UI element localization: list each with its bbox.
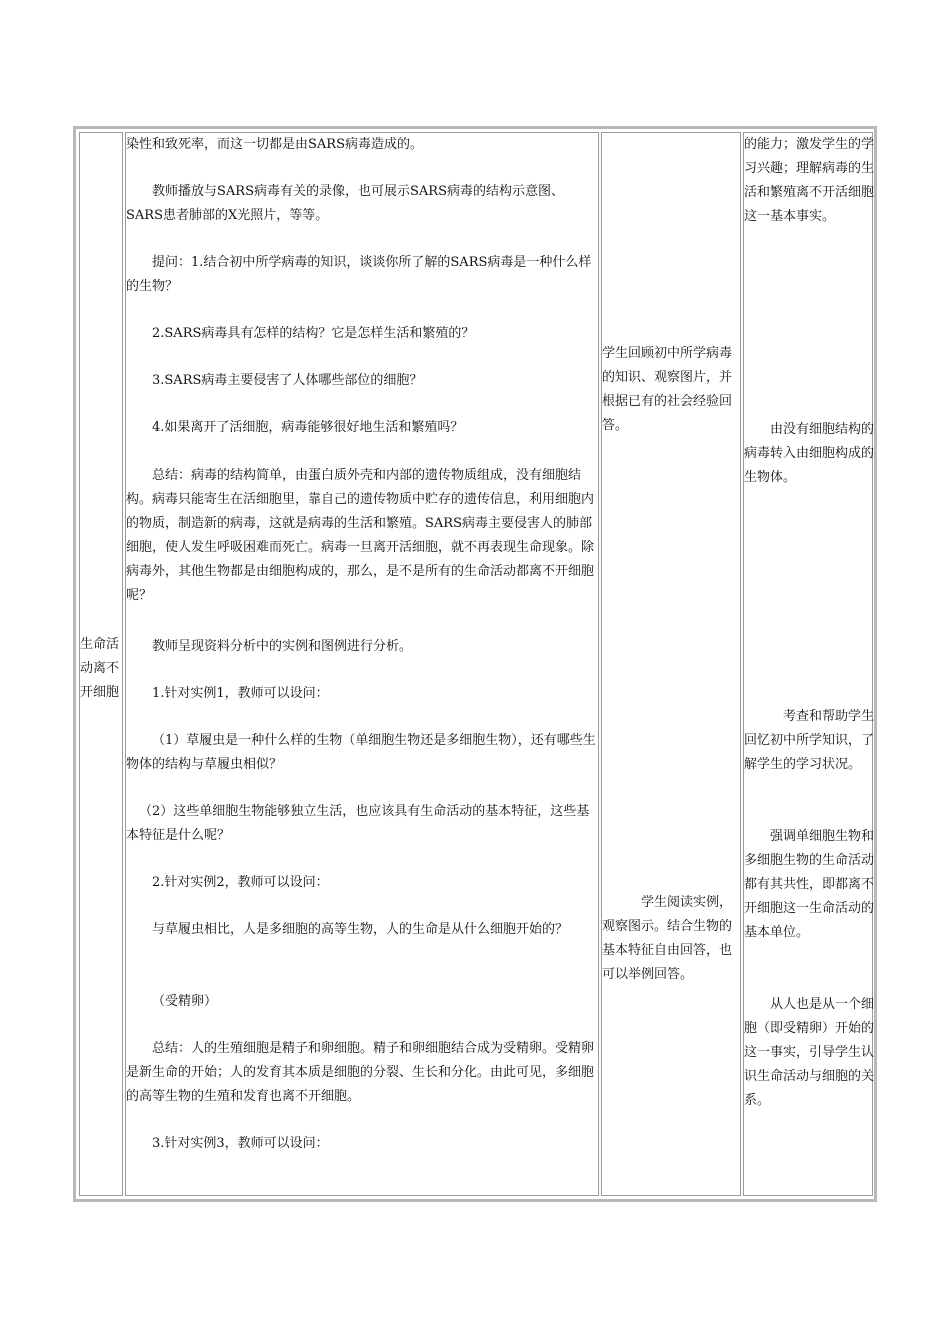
teacher-paragraph: 4.如果离开了活细胞，病毒能够很好地生活和繁殖吗？ (152, 420, 464, 435)
teacher-activity-column (125, 132, 599, 1196)
teacher-paragraph: （2）这些单细胞生物能够独立生活，也应该具有生命活动的基本特征，这些基本特征是什么呢？ (126, 804, 590, 843)
teacher-paragraph: 染性和致死率，而这一切都是由SARS病毒造成的。 (126, 137, 423, 152)
teacher-paragraph: 提问：1.结合初中所学病毒的知识，谈谈你所了解的SARS病毒是一种什么样的生物？ (126, 255, 592, 294)
teacher-paragraph: 总结：病毒的结构简单，由蛋白质外壳和内部的遗传物质组成，没有细胞结构。病毒只能寄生在活细胞里，靠自己的遗传物质中贮存的遗传信息，利用细胞内的物质，制造新的病毒，这就是病毒的生活和繁殖。SARS病毒主要侵害人的肺部细胞，使人发生呼吸困难而死亡。病毒一旦离开活细胞，就不再表现生命现象。除病毒外，其他生物都是由细胞构成的，那么，是不是所有的生命活动都离不开细胞呢？ (126, 468, 595, 603)
intent-paragraph: 的能力；激发学生的学习兴趣；理解病毒的生活和繁殖离不开活细胞这一基本事实。 (744, 137, 875, 224)
teacher-paragraph: 教师播放与SARS病毒有关的录像，也可展示SARS病毒的结构示意图、SARS患者肺部的X光照片，等等。 (126, 184, 564, 223)
teacher-paragraph: 教师呈现资料分析中的实例和图例进行分析。 (152, 639, 413, 654)
teacher-paragraph: 2.针对实例2，教师可以设问： (152, 875, 329, 890)
teacher-paragraph: （受精卵） (152, 994, 218, 1009)
teacher-paragraph: 与草履虫相比，人是多细胞的高等生物，人的生命是从什么细胞开始的？ (152, 922, 569, 937)
topic-cell-text: 生命活动离不开细胞 (80, 637, 120, 700)
teacher-paragraph: 1.针对实例1，教师可以设问： (152, 686, 329, 701)
teacher-paragraph: （1）草履虫是一种什么样的生物（单细胞生物还是多细胞生物），还有哪些生物体的结构与草履虫相似？ (126, 733, 596, 772)
teacher-paragraph: 3.针对实例3，教师可以设问： (152, 1136, 329, 1151)
lesson-table (73, 126, 877, 1202)
intent-paragraph: 强调单细胞生物和多细胞生物的生命活动都有其共性，即都离不开细胞这一生命活动的基本单位。 (744, 829, 875, 940)
teacher-paragraph: 总结：人的生殖细胞是精子和卵细胞。精子和卵细胞结合成为受精卵。受精卵是新生命的开始；人的发育其本质是细胞的分裂、生长和分化。由此可见，多细胞的高等生物的生殖和发育也离不开细胞。 (126, 1041, 595, 1104)
student-paragraph: 学生回顾初中所学病毒的知识、观察图片，并根据已有的社会经验回答。 (602, 346, 733, 433)
student-paragraph: 学生阅读实例，观察图示。结合生物的基本特征自由回答，也可以举例回答。 (602, 895, 733, 982)
design-intent-column (743, 132, 873, 1196)
teacher-paragraph: 2.SARS病毒具有怎样的结构？它是怎样生活和繁殖的？ (152, 326, 475, 341)
topic-column (79, 132, 123, 1196)
teacher-paragraph: 3.SARS病毒主要侵害了人体哪些部位的细胞？ (152, 373, 423, 388)
intent-paragraph: 由没有细胞结构的病毒转入由细胞构成的生物体。 (744, 422, 875, 485)
intent-paragraph: 考查和帮助学生回忆初中所学知识，了解学生的学习状况。 (744, 709, 875, 772)
intent-paragraph: 从人也是从一个细胞（即受精卵）开始的这一事实，引导学生认识生命活动与细胞的关系。 (744, 997, 875, 1108)
student-activity-column (601, 132, 741, 1196)
